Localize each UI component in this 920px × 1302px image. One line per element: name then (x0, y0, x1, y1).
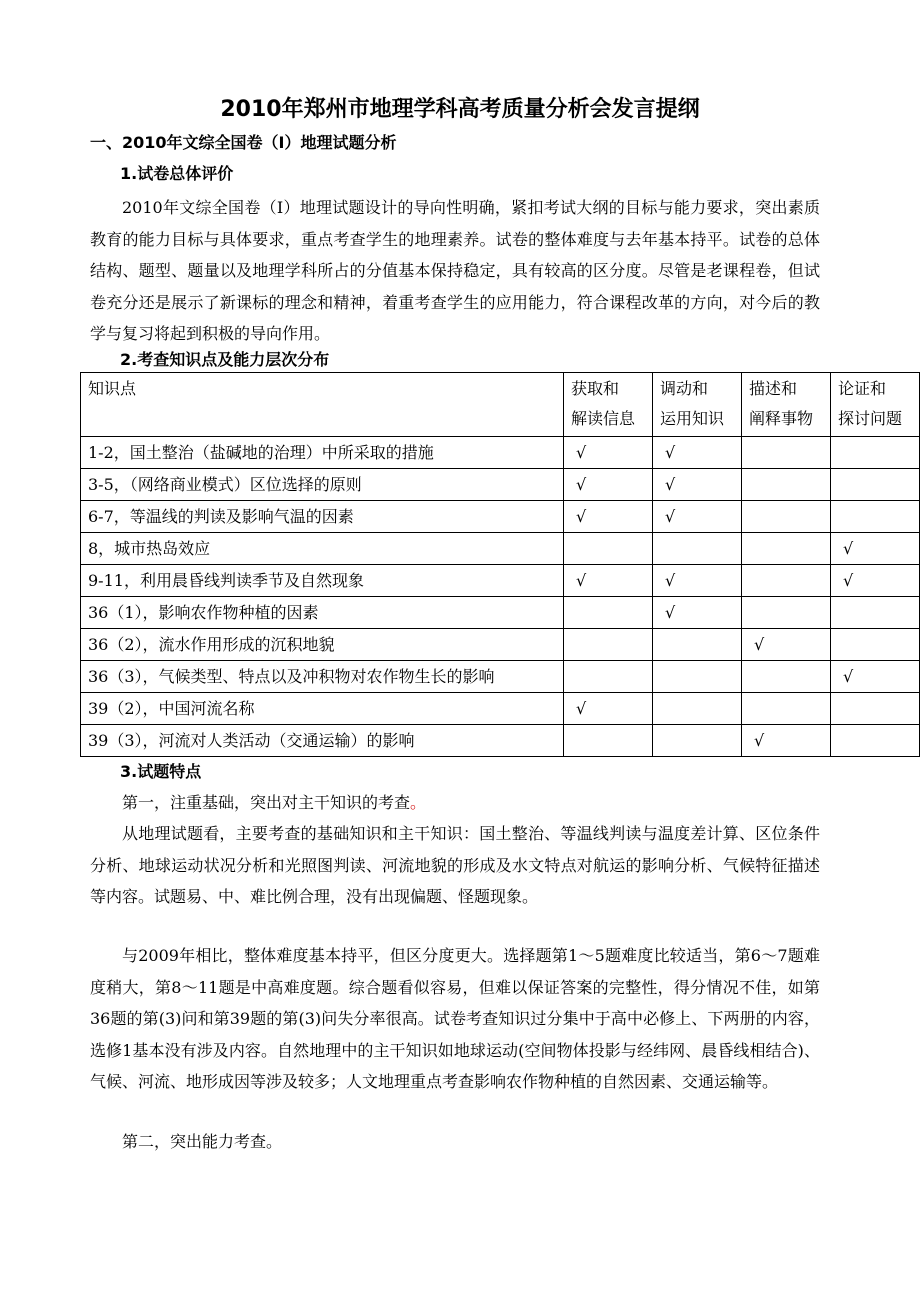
check-mobilize-apply: √ (652, 437, 741, 469)
check-obtain-interpret (563, 725, 652, 757)
header-obtain-interpret: 获取和 解读信息 (563, 373, 652, 437)
point-two: 第二，突出能力考查。 (122, 1132, 283, 1151)
row-item: 6-7，等温线的判读及影响气温的因素 (81, 501, 564, 533)
check-describe-explain (741, 437, 830, 469)
check-obtain-interpret: √ (563, 469, 652, 501)
check-describe-explain: √ (741, 725, 830, 757)
difficulty-paragraph: 与2009年相比，整体难度基本持平，但区分度更大。选择题第1～5题难度比较适当，第6～7题难度稍大，第8～11题是中高难度题。综合题看似容易，但难以保证答案的完整性，得分情况不佳，如第36题的第(3)问和第39题的第(3)问失分率很高。试卷考查知识过分集中于高中必修上、下两册的内容，选修1基本没有涉及内容。自然地理中的主干知识如地球运动(空间物体投影与经纬网、晨昏线相结合)、气候、河流、地形成因等涉及较多；人文地理重点考查影响农作物种植的自然因素、交通运输等。 (90, 946, 820, 1091)
check-obtain-interpret: √ (563, 693, 652, 725)
row-item: 36（2），流水作用形成的沉积地貌 (81, 629, 564, 661)
table-row (81, 501, 920, 533)
check-describe-explain (741, 533, 830, 565)
point-one-period: 。 (410, 793, 427, 812)
check-mobilize-apply (652, 533, 741, 565)
knowledge-ability-table (80, 372, 920, 757)
check-describe-explain (741, 469, 830, 501)
check-describe-explain (741, 565, 830, 597)
subsection-heading-3: 3.试题特点 (120, 762, 202, 781)
evaluation-paragraph: 2010年文综全国卷（I）地理试题设计的导向性明确，紧扣考试大纲的目标与能力要求，突出素质教育的能力目标与具体要求，重点考查学生的地理素养。试卷的整体难度与去年基本持平。试卷的总体结构、题型、题量以及地理学科所占的分值基本保持稳定，具有较高的区分度。尽管是老课程卷，但试卷充分还是展示了新课标的理念和精神，着重考查学生的应用能力，符合课程改革的方向，对今后的教学与复习将起到积极的导向作用。 (90, 198, 820, 343)
subsection-heading-1: 1.试卷总体评价 (120, 164, 234, 183)
row-item: 39（2），中国河流名称 (81, 693, 564, 725)
table-row (81, 597, 920, 629)
check-obtain-interpret (563, 629, 652, 661)
table-row (81, 725, 920, 757)
document-title: 2010年郑州市地理学科高考质量分析会发言提纲 (220, 97, 700, 122)
check-mobilize-apply: √ (652, 565, 741, 597)
row-item: 9-11，利用晨昏线判读季节及自然现象 (81, 565, 564, 597)
check-argue-discuss (830, 693, 919, 725)
section-heading-1: 一、2010年文综全国卷（I）地理试题分析 (90, 133, 397, 152)
check-mobilize-apply (652, 693, 741, 725)
row-item: 36（1），影响农作物种植的因素 (81, 597, 564, 629)
table-row (81, 693, 920, 725)
row-item: 36（3），气候类型、特点以及冲积物对农作物生长的影响 (81, 661, 564, 693)
header-knowledge: 知识点 (81, 373, 564, 437)
check-argue-discuss: √ (830, 661, 919, 693)
point-one: 第一，注重基础，突出对主干知识的考查。 (122, 793, 427, 812)
check-describe-explain (741, 597, 830, 629)
check-mobilize-apply (652, 661, 741, 693)
check-argue-discuss (830, 501, 919, 533)
check-argue-discuss: √ (830, 565, 919, 597)
table-row (81, 565, 920, 597)
table-row (81, 533, 920, 565)
check-mobilize-apply (652, 629, 741, 661)
check-obtain-interpret: √ (563, 437, 652, 469)
table-row (81, 437, 920, 469)
check-argue-discuss (830, 469, 919, 501)
check-describe-explain (741, 661, 830, 693)
check-mobilize-apply: √ (652, 597, 741, 629)
check-argue-discuss (830, 437, 919, 469)
check-obtain-interpret (563, 661, 652, 693)
table-row (81, 469, 920, 501)
check-obtain-interpret (563, 597, 652, 629)
basics-paragraph: 从地理试题看，主要考查的基础知识和主干知识：国土整治、等温线判读与温度差计算、区位条件分析、地球运动状况分析和光照图判读、河流地貌的形成及水文特点对航运的影响分析、气候特征描述等内容。试题易、中、难比例合理，没有出现偏题、怪题现象。 (90, 824, 820, 906)
check-mobilize-apply: √ (652, 501, 741, 533)
row-item: 39（3），河流对人类活动（交通运输）的影响 (81, 725, 564, 757)
row-item: 8，城市热岛效应 (81, 533, 564, 565)
check-argue-discuss (830, 597, 919, 629)
check-obtain-interpret (563, 533, 652, 565)
check-mobilize-apply (652, 725, 741, 757)
table-row (81, 661, 920, 693)
header-argue-discuss: 论证和 探讨问题 (830, 373, 919, 437)
check-obtain-interpret: √ (563, 565, 652, 597)
check-argue-discuss (830, 725, 919, 757)
check-argue-discuss: √ (830, 533, 919, 565)
table-header-row (81, 373, 920, 437)
check-describe-explain (741, 693, 830, 725)
row-item: 1-2，国土整治（盐碱地的治理）中所采取的措施 (81, 437, 564, 469)
header-mobilize-apply: 调动和 运用知识 (652, 373, 741, 437)
check-argue-discuss (830, 629, 919, 661)
check-describe-explain (741, 501, 830, 533)
check-obtain-interpret: √ (563, 501, 652, 533)
check-describe-explain: √ (741, 629, 830, 661)
subsection-heading-2: 2.考查知识点及能力层次分布 (120, 350, 330, 369)
header-describe-explain: 描述和 阐释事物 (741, 373, 830, 437)
row-item: 3-5，（网络商业模式）区位选择的原则 (81, 469, 564, 501)
check-mobilize-apply: √ (652, 469, 741, 501)
table-row (81, 629, 920, 661)
